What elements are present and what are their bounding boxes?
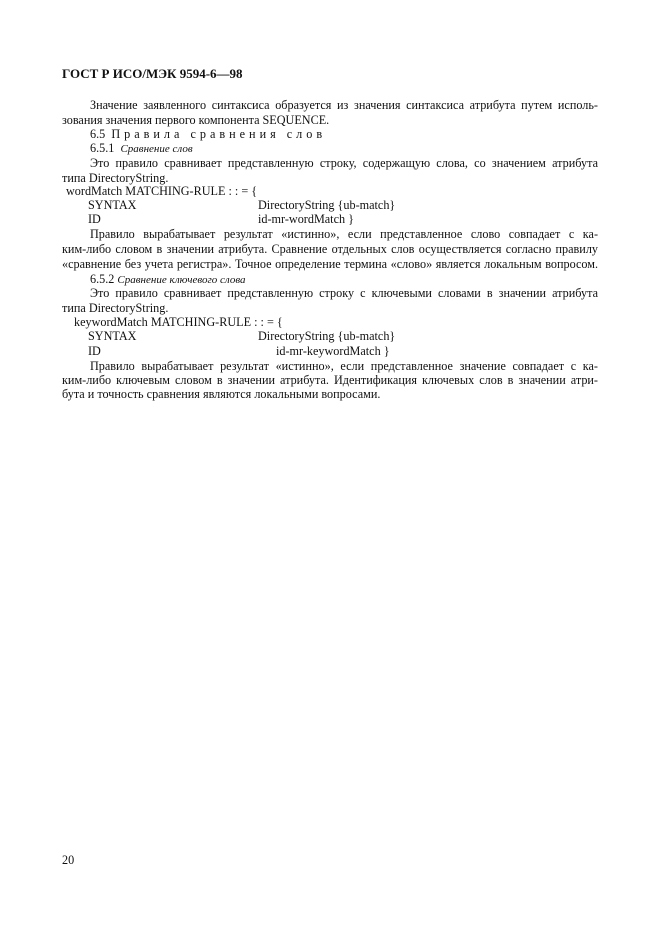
paragraph-line: ким-либо ключевым словом в значении атрибута. Идентификация ключевых слов в значении атри- bbox=[62, 373, 598, 387]
section-number: 6.5.2 bbox=[90, 272, 115, 286]
code-key: ID bbox=[88, 344, 101, 358]
paragraph-line: ким-либо словом в значении атрибута. Сравнение отдельных слов осуществляется согласно правилу bbox=[62, 242, 598, 256]
paragraph-line: Значение заявленного синтаксиса образуется из значения синтаксиса атрибута путем исполь- bbox=[90, 98, 598, 112]
paragraph-line: Это правило сравнивает представленную строку, содержащую слова, со значением атрибута bbox=[90, 156, 598, 170]
code-value: id-mr-wordMatch } bbox=[258, 212, 354, 226]
code-value: DirectoryString {ub-match} bbox=[258, 329, 396, 343]
paragraph-line: Правило вырабатывает результат «истинно», если представленное значение совпадает с ка- bbox=[90, 359, 598, 373]
paragraph-line: «сравнение без учета регистра». Точное определение термина «слово» является локальным вопросом. bbox=[62, 257, 598, 271]
code-value: DirectoryString {ub-match} bbox=[258, 198, 396, 212]
paragraph-line: зования значения первого компонента SEQUENCE. bbox=[62, 113, 330, 127]
section-heading-6-5-2 bbox=[90, 272, 246, 287]
paragraph-line: типа DirectoryString. bbox=[62, 171, 169, 185]
document-header: ГОСТ Р ИСО/МЭК 9594-6—98 bbox=[62, 66, 243, 81]
paragraph-line: типа DirectoryString. bbox=[62, 301, 169, 315]
section-title: Сравнение слов bbox=[120, 143, 193, 155]
paragraph-line: Правило вырабатывает результат «истинно», если представленное слово совпадает с ка- bbox=[90, 227, 598, 241]
code-line: keywordMatch MATCHING-RULE : : = { bbox=[74, 315, 283, 329]
paragraph-line: Это правило сравнивает представленную строку с ключевыми словами в значении атрибута bbox=[90, 286, 598, 300]
section-heading-6-5-1 bbox=[90, 141, 193, 156]
section-number: 6.5.1 bbox=[90, 141, 115, 155]
code-key: SYNTAX bbox=[88, 329, 137, 343]
code-value: id-mr-keywordMatch } bbox=[276, 344, 390, 358]
page-number: 20 bbox=[62, 853, 75, 867]
paragraph-line: бута и точность сравнения являются локальными вопросами. bbox=[62, 387, 381, 401]
section-heading-6-5 bbox=[90, 127, 326, 141]
section-number: 6.5 bbox=[90, 127, 106, 141]
code-line: wordMatch MATCHING-RULE : : = { bbox=[66, 184, 258, 198]
section-title: Сравнение ключевого слова bbox=[117, 274, 246, 286]
code-key: ID bbox=[88, 212, 101, 226]
code-key: SYNTAX bbox=[88, 198, 137, 212]
section-title: Правила сравнения слов bbox=[111, 127, 327, 141]
